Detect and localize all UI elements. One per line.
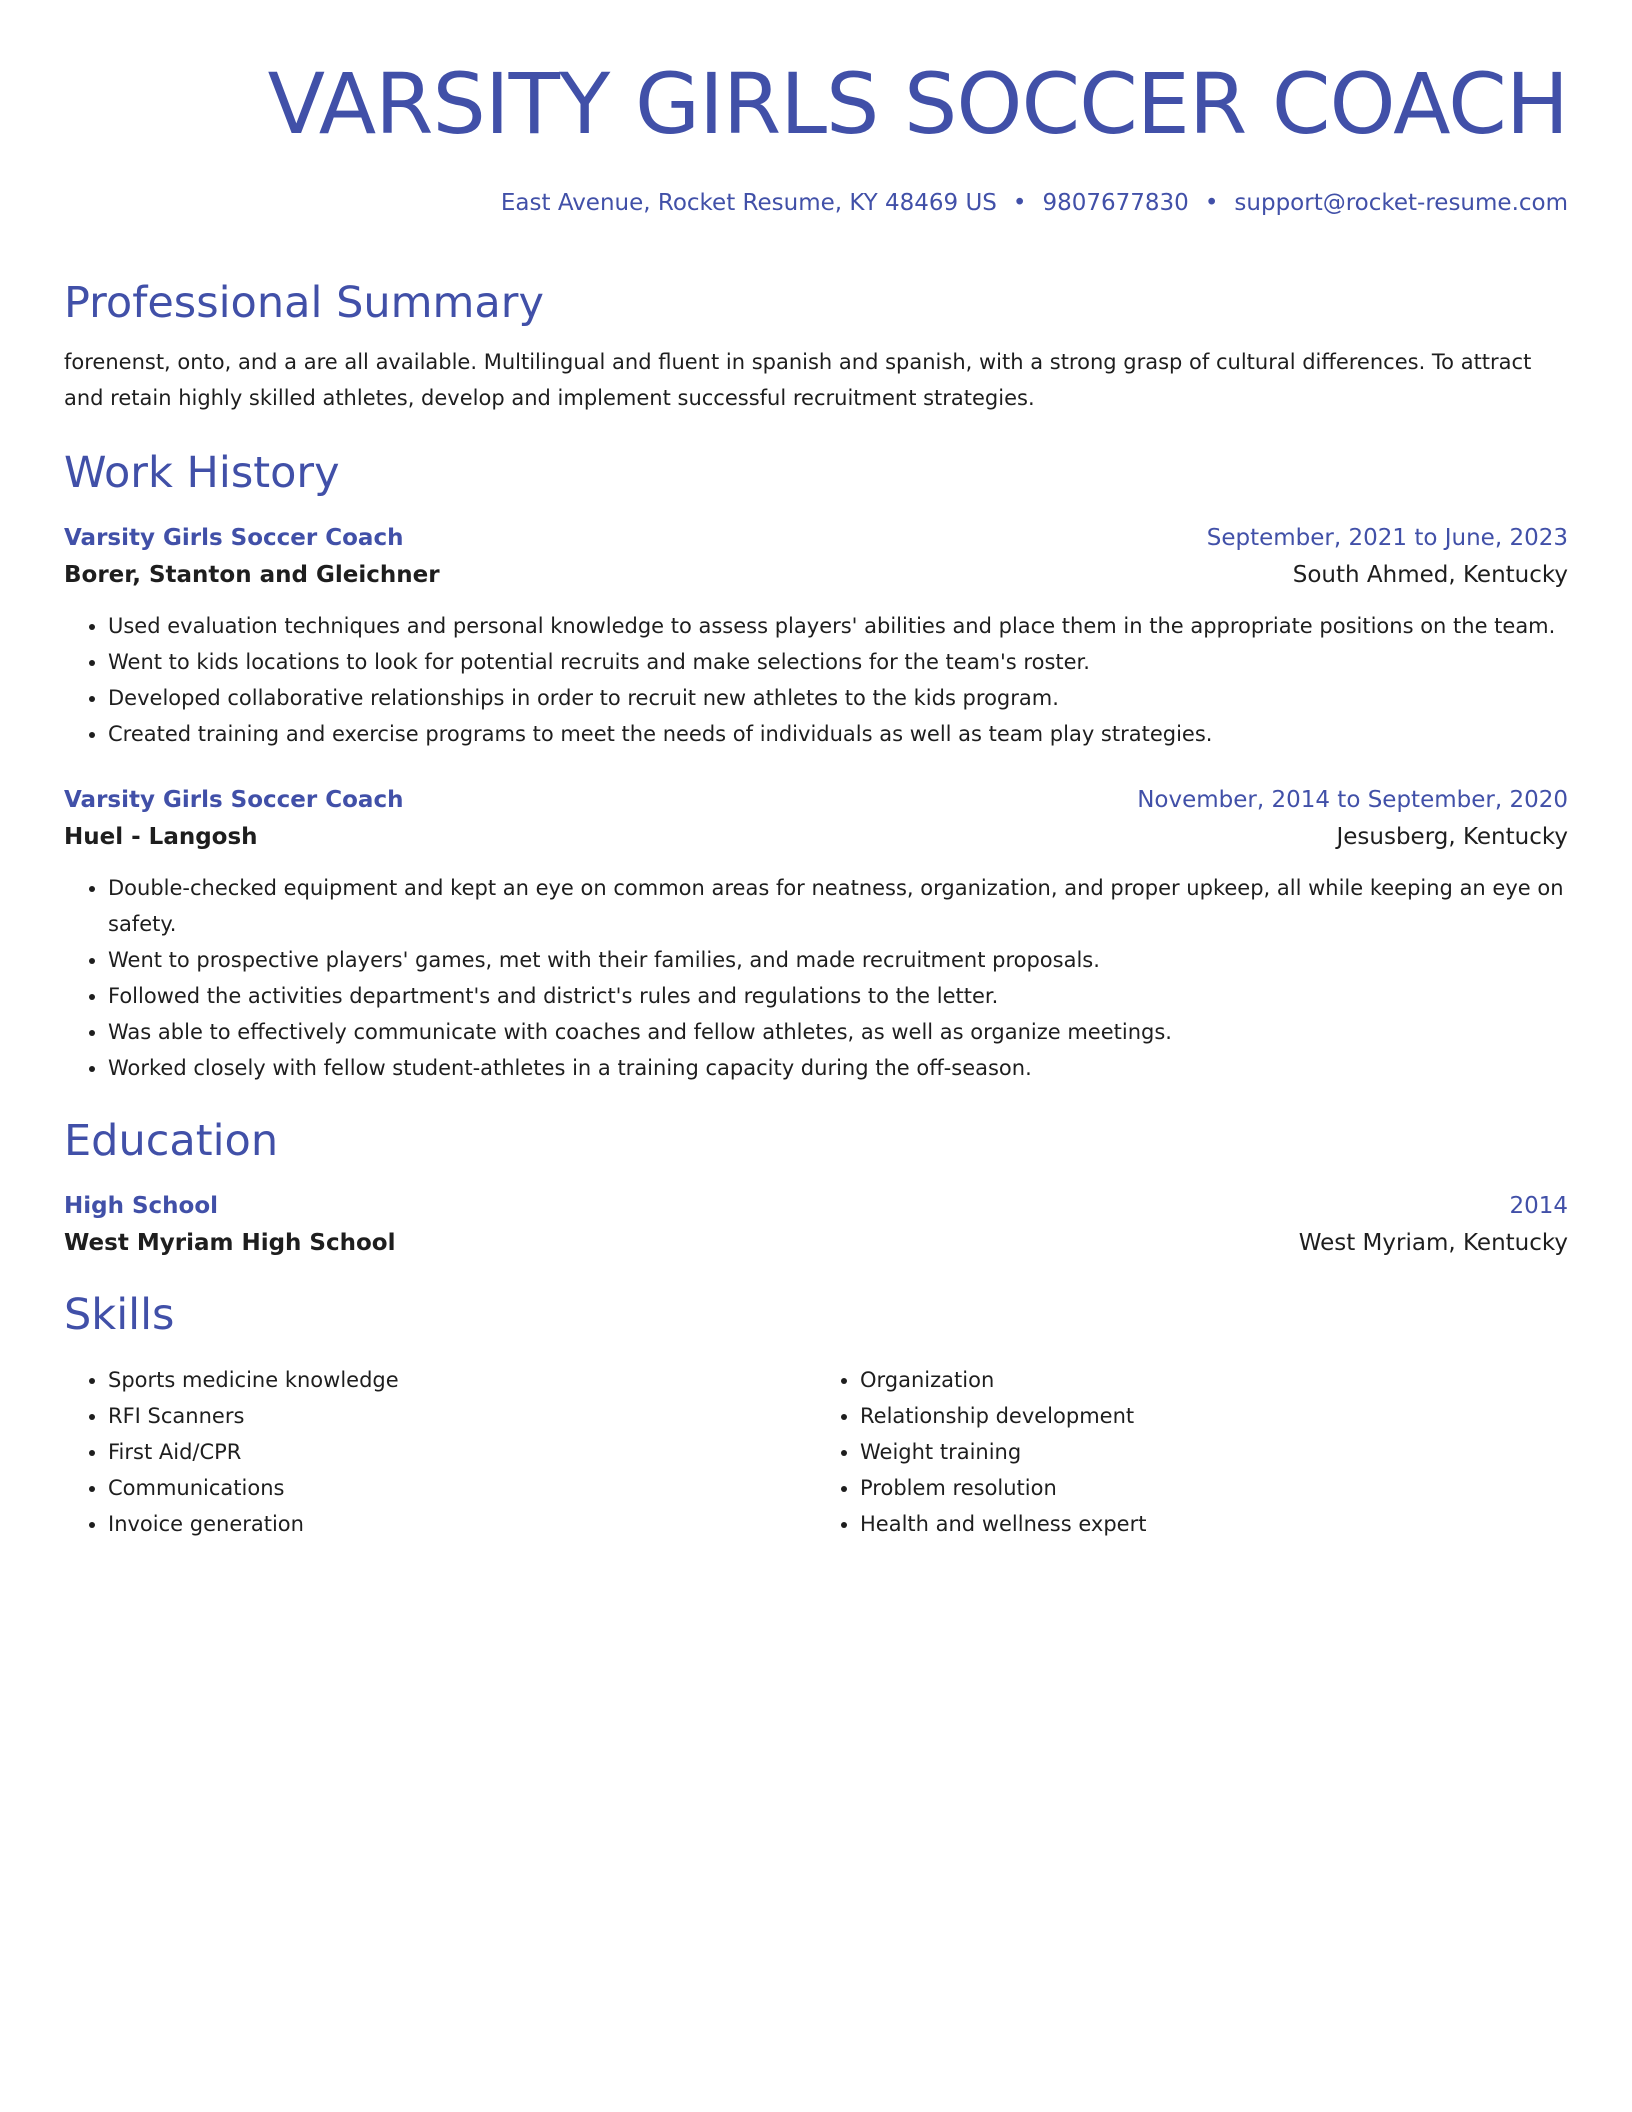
contact-address: East Avenue, Rocket Resume, KY 48469 US (500, 190, 997, 216)
job-entry (64, 520, 1568, 752)
job-bullet: • Used evaluation techniques and personal knowledge to assess players' abilities and place them in the appropriate positions on the team. (108, 608, 1568, 644)
education-school: West Myriam High School (64, 1230, 396, 1256)
resume-title: VARSITY GIRLS SOCCER COACH (267, 55, 1568, 153)
summary-heading: Professional Summary (64, 278, 544, 328)
skill-item: • Health and wellness expert (860, 1506, 1568, 1542)
resume-page (64, 0, 1568, 1542)
job-title-row (64, 782, 1568, 818)
skill-item: • Sports medicine knowledge (108, 1362, 816, 1398)
job-location: South Ahmed, Kentucky (1292, 562, 1568, 588)
skills-columns (64, 1362, 1568, 1542)
job-company: Huel - Langosh (64, 824, 258, 850)
skills-list-left (64, 1362, 816, 1542)
skill-item: • First Aid/CPR (108, 1434, 816, 1470)
education-school-row (64, 1224, 1568, 1262)
job-bullet: • Went to kids locations to look for potential recruits and make selections for the team's roster. (108, 644, 1568, 680)
job-company-row (64, 556, 1568, 594)
education-year: 2014 (1509, 1193, 1568, 1219)
job-bullet: • Was able to effectively communicate with coaches and fellow athletes, as well as organize meetings. (108, 1014, 1568, 1050)
contact-separator: • (1012, 190, 1027, 216)
summary-text: forenenst, onto, and a are all available. Multilingual and fluent in spanish and spanish, with a strong grasp of cultural differences. To attract and retain highly skilled athletes, develop and implement successful recruitment strategies. (64, 350, 1532, 410)
job-bullet: • Followed the activities department's and district's rules and regulations to the letter. (108, 978, 1568, 1014)
skill-item: • Problem resolution (860, 1470, 1568, 1506)
job-company: Borer, Stanton and Gleichner (64, 562, 440, 588)
skill-item: • Relationship development (860, 1398, 1568, 1434)
job-title: Varsity Girls Soccer Coach (64, 525, 404, 551)
skills-list-right (816, 1362, 1568, 1542)
skill-item: • RFI Scanners (108, 1398, 816, 1434)
contact-line (64, 188, 1568, 218)
education-degree: High School (64, 1193, 219, 1219)
work-history-heading: Work History (64, 448, 340, 498)
skill-item: • Weight training (860, 1434, 1568, 1470)
contact-email: support@rocket-resume.com (1234, 190, 1568, 216)
education-entry (64, 1188, 1568, 1262)
job-entry (64, 782, 1568, 1086)
contact-separator: • (1204, 190, 1219, 216)
education-degree-row (64, 1188, 1568, 1224)
job-location: Jesusberg, Kentucky (1336, 824, 1568, 850)
job-company-row (64, 818, 1568, 856)
skill-item: • Communications (108, 1470, 816, 1506)
job-bullet: • Went to prospective players' games, met with their families, and made recruitment proposals. (108, 942, 1568, 978)
job-bullet: • Double-checked equipment and kept an eye on common areas for neatness, organization, and proper upkeep, all while keeping an eye on safety. (108, 870, 1568, 942)
skills-heading: Skills (64, 1290, 175, 1340)
education-location: West Myriam, Kentucky (1298, 1230, 1568, 1256)
job-title: Varsity Girls Soccer Coach (64, 787, 404, 813)
skill-item: • Organization (860, 1362, 1568, 1398)
job-bullet: • Developed collaborative relationships in order to recruit new athletes to the kids program. (108, 680, 1568, 716)
job-bullet: • Worked closely with fellow student-athletes in a training capacity during the off-season. (108, 1050, 1568, 1086)
job-title-row (64, 520, 1568, 556)
contact-phone: 9807677830 (1042, 190, 1189, 216)
skill-item: • Invoice generation (108, 1506, 816, 1542)
education-heading: Education (64, 1116, 279, 1166)
job-dates: November, 2014 to September, 2020 (1137, 787, 1568, 813)
job-bullets (64, 870, 1568, 1086)
job-bullets (64, 608, 1568, 752)
job-dates: September, 2021 to June, 2023 (1206, 525, 1568, 551)
job-bullet: • Created training and exercise programs to meet the needs of individuals as well as team play strategies. (108, 716, 1568, 752)
